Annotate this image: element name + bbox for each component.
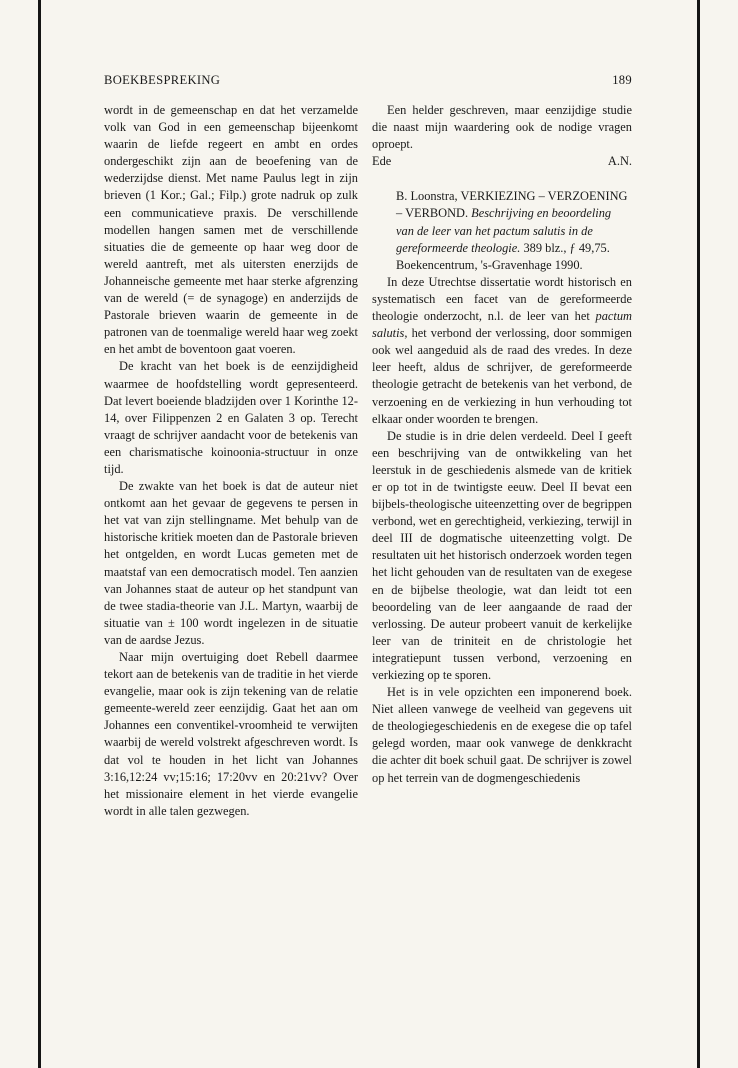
paragraph: De kracht van het boek is de eenzijdigheid waarmee de hoofdstelling wordt gepresenteerd. Dat levert boeiende bladzijden over 1 Korinthe 12-14, over Filippenzen 2 en Galaten 3 op. Terecht vraagt de schrijver aandacht voor de betekenis van een charismatische koinoonia-structuur in onze tijd.	[104, 359, 358, 476]
signature-place: Ede	[372, 154, 392, 169]
signature-initials: A.N.	[607, 154, 632, 169]
book-author-title: B. Loonstra, VERKIEZING – VERZOENING – VERBOND.	[396, 189, 628, 221]
paragraph-text: In deze Utrechtse dissertatie wordt historisch en systematisch een facet van de gereformeerde theologie onderzocht, n.l. de leer van het	[372, 274, 632, 324]
left-column	[104, 102, 358, 820]
paragraph: De zwakte van het boek is dat de auteur niet ontkomt aan het gevaar de gegevens te persen in het vat van zijn stellingname. Met behulp van de historische kritiek moeten dan de Pastorale brieven het ontgelden, en wordt Lucas gemeten met de maatstaf van een democratisch model. Ten aanzien van Johannes staat de auteur op het standpunt van de twee stadia-theorie van J.L. Martyn, waarbij de situatie van ± 100 wordt ingelezen in de situatie van de aardse Jezus.	[104, 479, 358, 647]
right-column	[372, 102, 632, 787]
paragraph: wordt in de gemeenschap en dat het verzamelde volk van God in een gemeenschap bijeenkomt waarin de liefde regeert en ambt en ordes ondergeschikt zijn aan de beoefening van de wederzijdse dienst. Met name Paulus legt in zijn brieven (1 Kor.; Gal.; Filp.) grote nadruk op zulk een communicatieve praxis. De verschillende modellen hangen samen met de verschillende situaties die de gemeente op haar weg door de wereld aantreft, met als uitersten enerzijds de Johanneische gemeente met haar sterke afgrenzing van de wereld (= de synagoge) en anderzijds de Pastorale brieven waarin de gemeente in de patronen van de toenmalige wereld haar weg zoekt en het ambt de boventoon gaat voeren.	[104, 103, 358, 357]
paragraph	[372, 274, 632, 428]
paragraph: Naar mijn overtuiging doet Rebell daarmee tekort aan de betekenis van de traditie in het vierde evangelie, maar ook is zijn tekening van de relatie gemeente-wereld zeer eenzijdig. Gaat het aan om Johannes een conventikel-vroomheid te verwijten waarbij de wereld volstrekt afgeschreven wordt. Is dat vol te houden in het licht van Johannes 3:16,12:24 vv;15:16; 17:20vv en 20:21vv? Over het missionaire element in het vierde evangelie wordt in alle talen gezwegen.	[104, 650, 358, 818]
reviewer-signature	[372, 153, 632, 170]
page-edge-left	[38, 0, 41, 1068]
book-pages-price: 389 blz., ƒ 49,75.	[523, 240, 610, 255]
paragraph: Het is in vele opzichten een imponerend boek. Niet alleen vanwege de veelheid van gegevens uit de theologiegeschiedenis en de exegese die op tafel gelegd worden, maar ook vanwege de denkkracht die achter dit boek schuil gaat. De schrijver is zowel op het terrein van de dogmengeschiedenis	[372, 685, 632, 785]
italic-term: pactum salutis	[372, 309, 632, 341]
book-reference	[396, 188, 632, 273]
paragraph: Een helder geschreven, maar eenzijdige studie die naast mijn waardering ook de nodige vragen oproept.	[372, 103, 632, 152]
paragraph-text: , het verbond der verlossing, door sommigen ook wel aangeduid als de raad des vredes. In deze leer heeft, aldus de schrijver, de gereformeerde theologie getracht de betekenis van het verbond, de verzoening en de verkiezing in hun verhouding tot elkaar onder woorden te brengen.	[372, 326, 632, 426]
page-number: 189	[612, 73, 632, 87]
book-subtitle: Beschrijving en beoordeling van de leer van het pactum salutis in de gereformeerde theologie.	[396, 206, 612, 255]
page-edge-right	[697, 0, 700, 1068]
book-publisher: Boekencentrum, 's-Gravenhage 1990.	[396, 257, 583, 272]
paragraph: De studie is in drie delen verdeeld. Deel I geeft een beschrijving van de ontwikkeling van het leerstuk in de geschiedenis alsmede van de kritiek er op tot in de twintigste eeuw. Deel II bevat een bijbels-theologische uiteenzetting over de begrippen verbond, wet en gerechtigheid, verkiezing, terwijl in deel III de dogmatische uiteenzetting volgt. De resultaten uit het historisch onderzoek worden tegen het licht gehouden van de resultaten van de exegese en de bijbelse theologie, wat dan leidt tot een beoordeling van de leer aangaande de raad der verlossing. De auteur probeert vanuit de kerkelijke leer van de triniteit en de christologie het integratiepunt tussen verbond, verzoening en verkiezing op te sporen.	[372, 428, 632, 682]
section-title: BOEKBESPREKING	[104, 73, 221, 87]
